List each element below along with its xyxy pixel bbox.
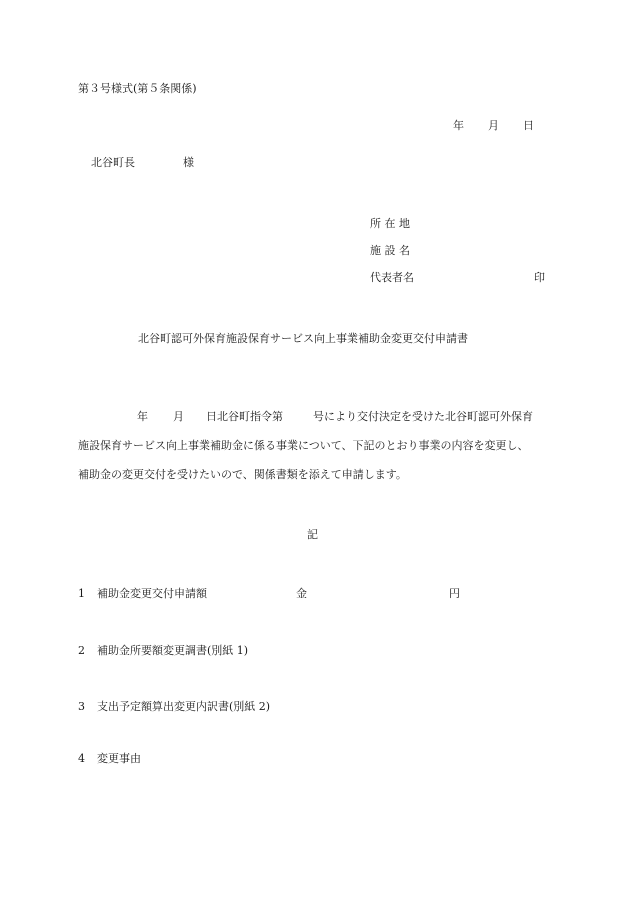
item-number: 1 [78,587,85,600]
addressee-honorific: 様 [183,156,194,169]
address-label: 所 在 地 [370,217,410,230]
document-title: 北谷町認可外保育施設保育サービス向上事業補助金変更交付申請書 [138,332,468,345]
representative-label: 代表者名 [370,271,414,284]
item-label: 補助金変更交付申請額 [97,587,207,600]
body-month-label: 月 [173,410,184,423]
date-month-label: 月 [488,119,499,132]
item-label: 補助金所要額変更調書(別紙 1) [97,644,249,657]
body-line3: 補助金の変更交付を受けたいので、関係書類を添えて申請します。 [78,468,407,481]
form-number-header: 第３号様式(第５条関係) [78,82,197,95]
body-line1-rest: 号により交付決定を受けた北谷町認可外保育 [313,410,533,423]
addressee-name: 北谷町長 [91,156,135,169]
amount-yen-label: 円 [449,587,460,600]
item-number: 4 [78,752,85,765]
date-day-label: 日 [523,119,534,132]
body-line2: 施設保育サービス向上事業補助金に係る事業について、下記のとおり事業の内容を変更し、 [78,439,529,452]
amount-kin-label: 金 [296,587,307,600]
item-number: 3 [78,700,85,713]
body-year-label: 年 [137,410,148,423]
date-year-label: 年 [453,119,464,132]
item-number: 2 [78,644,85,657]
item-label: 支出予定額算出変更内訳書(別紙 2) [97,700,271,713]
body-directive-ref: 日北谷町指令第 [206,410,283,423]
ki-heading: 記 [307,528,318,541]
seal-mark: 印 [534,271,545,284]
item-label: 変更事由 [97,752,141,765]
facility-name-label: 施 設 名 [370,244,410,257]
